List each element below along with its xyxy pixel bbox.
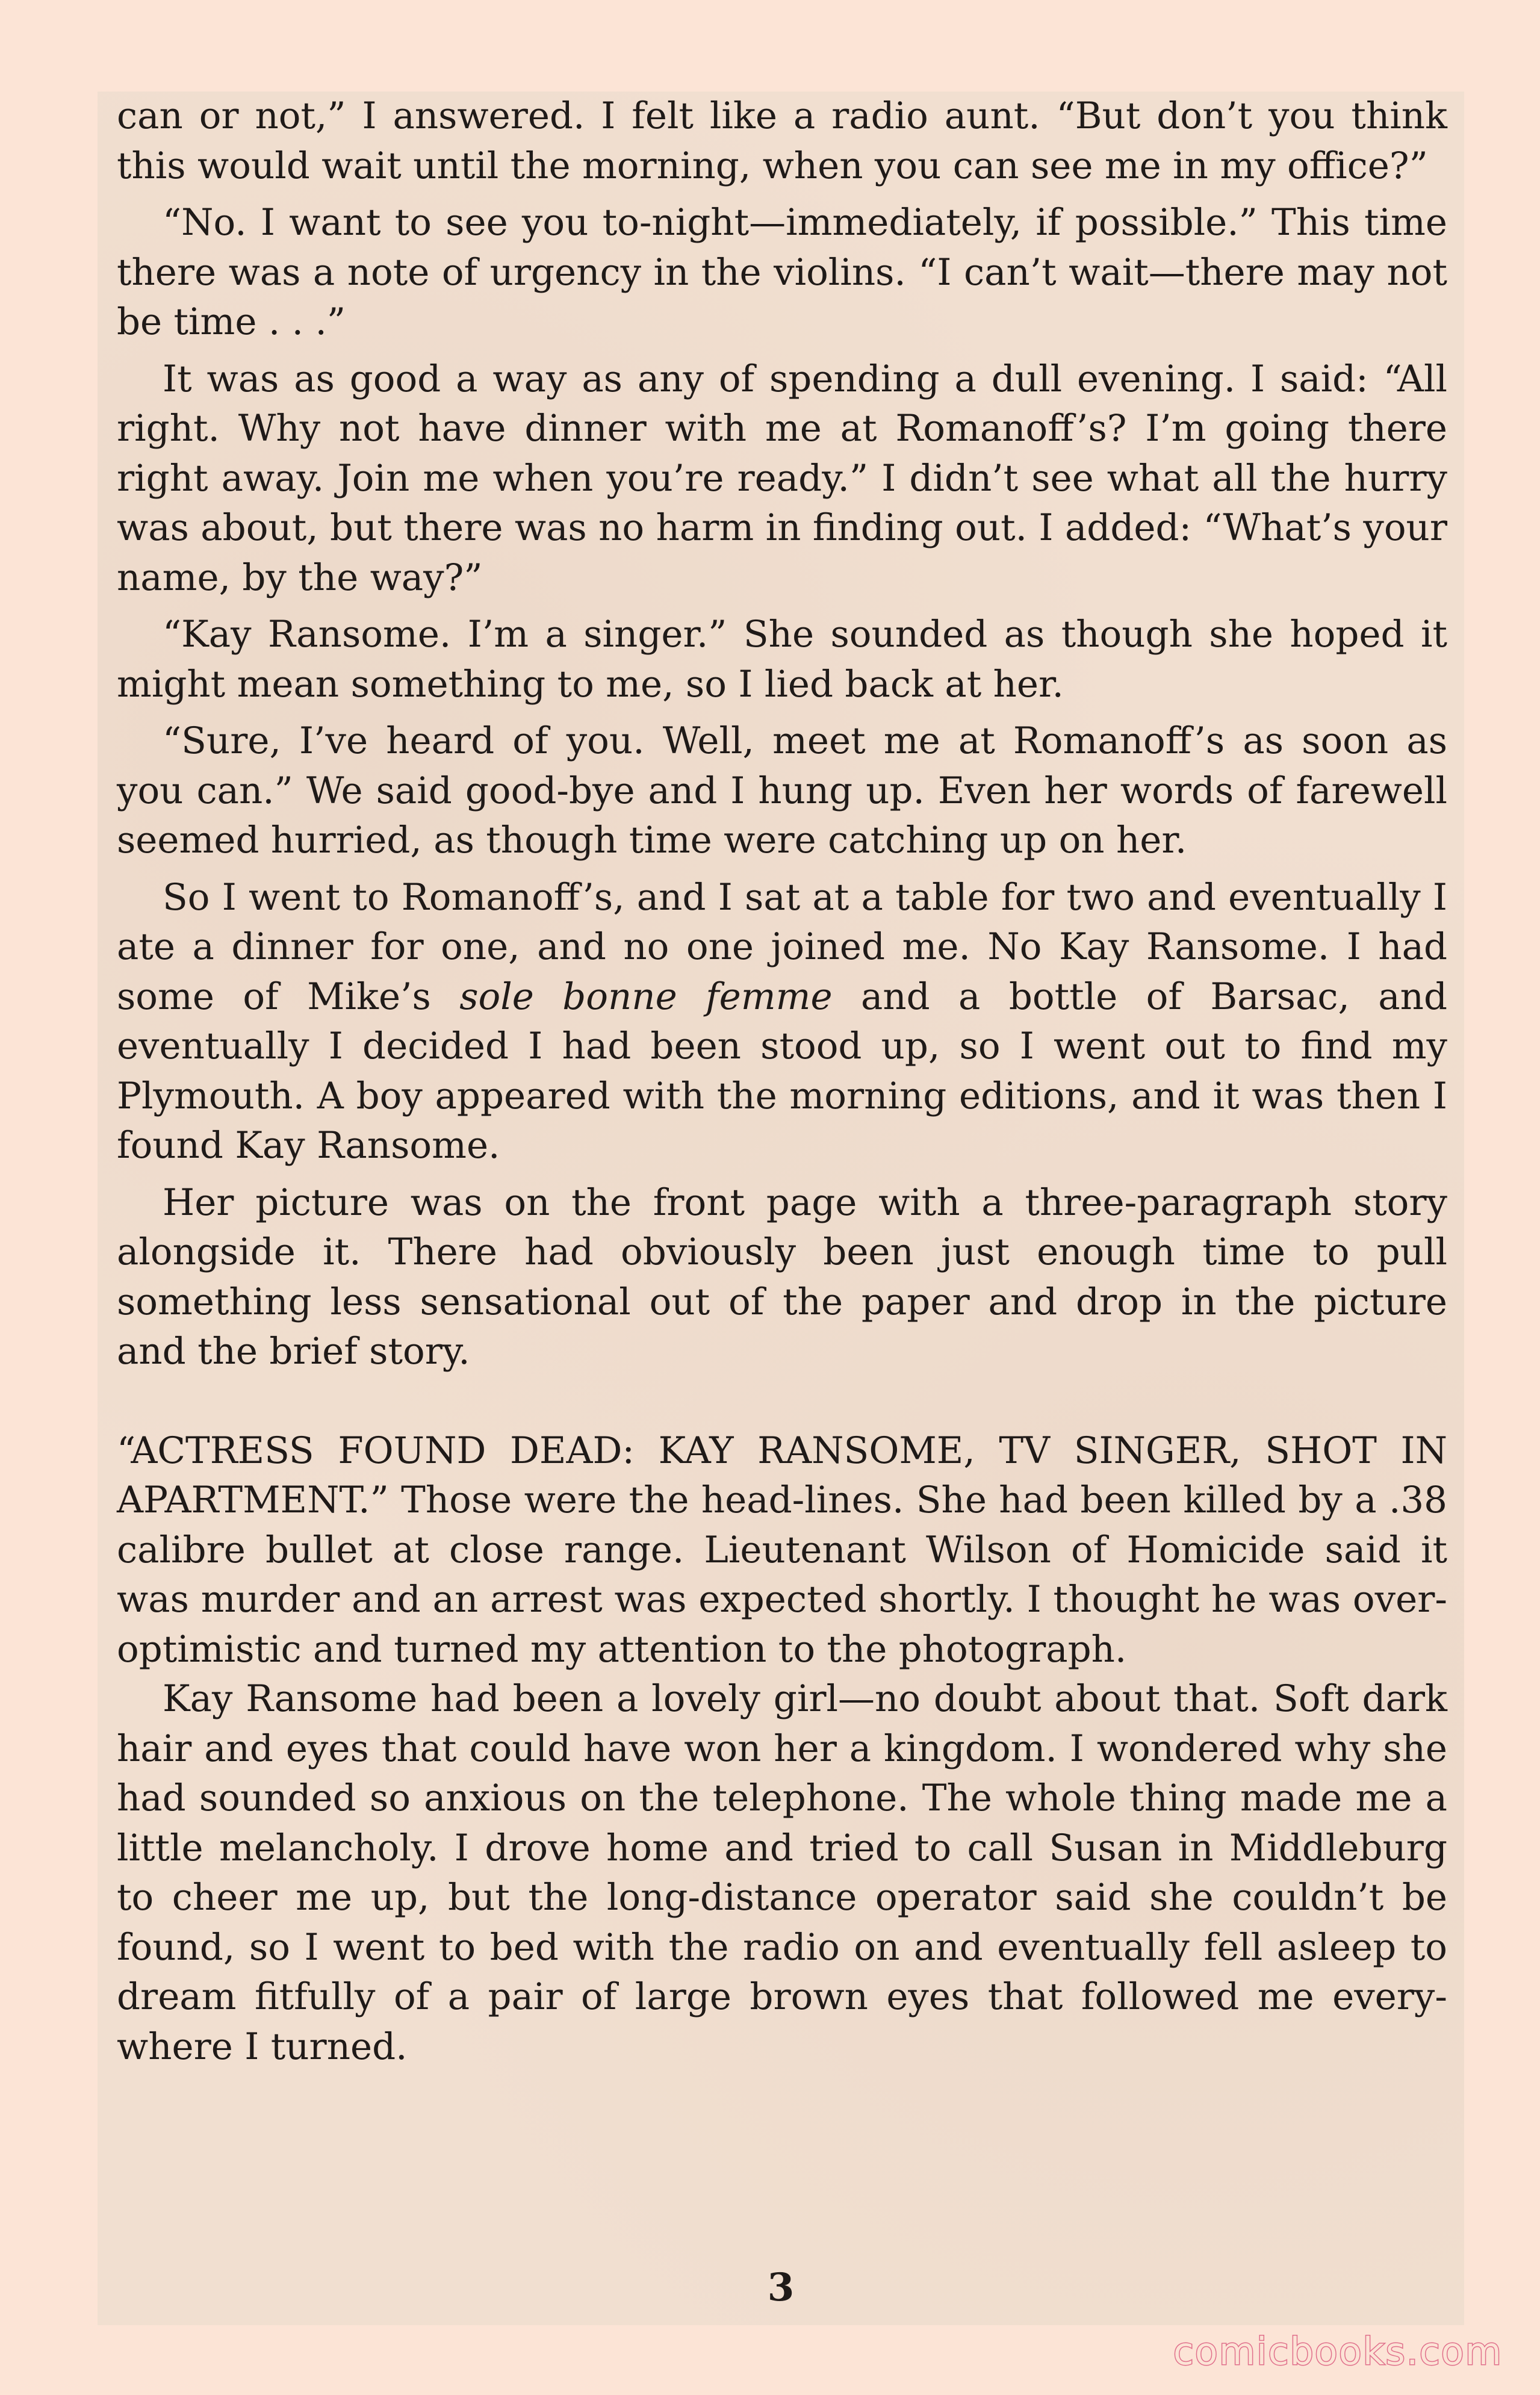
paragraph-8: “ACTRESS FOUND DEAD: KAY RANSOME, TV SINGER, SHOT IN APARTMENT.” Those were the head-lines. She had been killed by a .38 calibre bullet at close range. Lieutenant Wilson of Homicide said it was murder and an arrest was expected shortly. I thought he was over-optimistic and turned my attention to the photograph.	[117, 1429, 1447, 1671]
watermark: comicbooks.com	[1173, 2329, 1503, 2373]
paragraph-5: “Sure, I’ve heard of you. Well, meet me at Romanoff’s as soon as you can.” We said good-bye and I hung up. Even her words of farewell seemed hurried, as though time were catching up on her.	[117, 719, 1447, 862]
paragraph-3: It was as good a way as any of spending a dull evening. I said: “All right. Why not have dinner with me at Romanoff’s? I’m going there right away. Join me when you’re ready.” I didn’t see what all the hurry was about, but there was no harm in finding out. I added: “What’s your name, by the way?”	[117, 357, 1447, 599]
book-page	[98, 92, 1464, 2325]
paragraph-9: Kay Ransome had been a lovely girl—no doubt about that. Soft dark hair and eyes that could have won her a kingdom. I wondered why she had sounded so anxious on the telephone. The whole thing made me a little melancholy. I drove home and tried to call Susan in Middleburg to cheer me up, but the long-distance operator said she couldn’t be found, so I went to bed with the radio on and eventually fell asleep to dream fitfully of a pair of large brown eyes that followed me every-where I turned.	[117, 1677, 1447, 2068]
paragraph-7: Her picture was on the front page with a three-paragraph story alongside it. There had obviously been just enough time to pull something less sensational out of the paper and drop in the picture and the brief story.	[117, 1181, 1447, 1373]
paragraph-6-after: and a bottle of Barsac, and eventually I decided I had been stood up, so I went out to find my Plymouth. A boy appeared with the morning editions, and it was then I found Kay Ransome.	[117, 975, 1448, 1167]
section-break	[117, 1377, 1447, 1426]
paragraph-2: “No. I want to see you to-night—immediately, if possible.” This time there was a note of urgency in the violins. “I can’t wait—there may not be time . . .”	[117, 201, 1447, 343]
paragraph-6-before: So I went to Romanoff’s, and I sat at a table for two and eventually I ate a dinner for one, and no one joined me. No Kay Ransome. I had some of Mike’s	[117, 875, 1447, 1018]
text-body	[117, 92, 1447, 2072]
paragraph-1: can or not,” I answered. I felt like a radio aunt. “But don’t you think this would wait until the morning, when you can see me in my office?”	[117, 95, 1447, 187]
paragraph-4: “Kay Ransome. I’m a singer.” She sounded as though she hoped it might mean something to me, so I lied back at her.	[117, 613, 1447, 706]
page-number: 3	[767, 2265, 795, 2310]
paragraph-6	[117, 873, 1447, 1171]
paragraph-6-italic: sole bonne femme	[459, 975, 833, 1018]
